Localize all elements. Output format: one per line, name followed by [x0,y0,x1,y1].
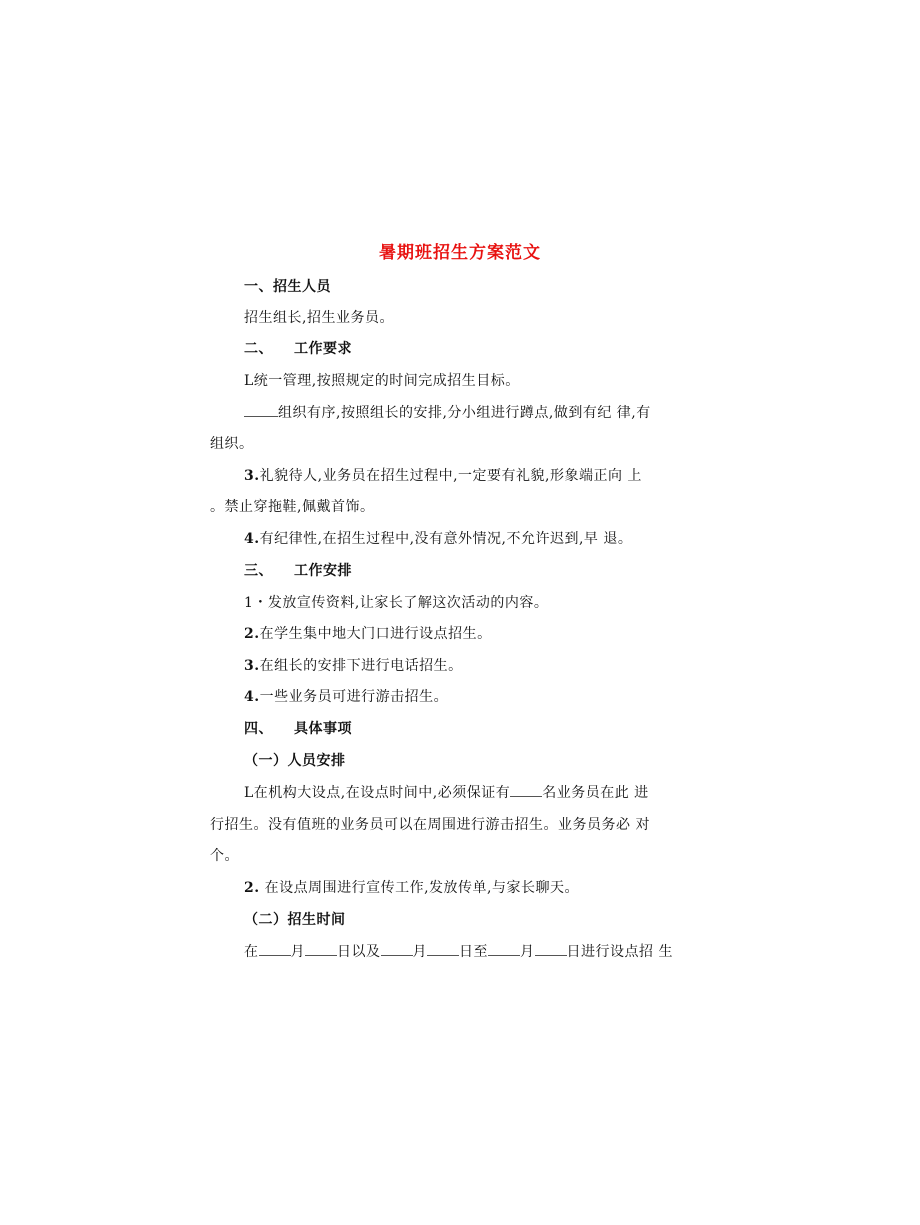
paragraph-text: 名业务员在此 进 [542,785,649,801]
fill-in-blank [305,943,337,956]
paragraph-text: 月 [290,944,305,960]
item-number: 3. [244,658,260,674]
paragraph-text: 在组长的安排下进行电话招生。 [259,658,463,674]
paragraph-text: 月 [412,944,427,960]
subheading: （二）招生时间 [244,912,346,928]
paragraph-text: 在设点周围进行宣传工作,发放传单,与家长聊天。 [264,880,579,896]
section-heading-1: 一、招生人员 [244,279,331,295]
paragraph-text: 礼貌待人,业务员在招生过程中,一定要有礼貌,形象端正向 上 [259,468,642,484]
item-number: 2. [244,880,260,896]
paragraph: 1・发放宣传资料,让家长了解这次活动的内容。 [244,595,549,611]
paragraph [244,656,463,676]
paragraph [244,466,642,486]
section-heading-2 [244,339,352,359]
section-heading-4 [244,719,352,739]
heading-text: 具体事项 [294,721,352,737]
heading-number: 二、 [244,341,273,357]
section-heading-3 [244,561,352,581]
heading-text: 工作要求 [294,341,352,357]
paragraph [244,624,492,644]
paragraph-continuation: 行招生。没有值班的业务员可以在周围进行游击招生。业务员务必 对 [210,817,650,833]
paragraph-text: 日至 [459,944,488,960]
subheading: （一）人员安排 [244,753,346,769]
paragraph: L统一管理,按照规定的时间完成招生目标。 [244,373,520,389]
paragraph-text: 日进行设点招 生 [566,944,673,960]
paragraph-dates [244,942,673,962]
paragraph [244,403,651,423]
item-number: 3. [244,468,260,484]
heading-number: 三、 [244,563,273,579]
fill-in-blank [244,404,278,417]
paragraph [244,687,448,707]
paragraph-text: 在学生集中地大门口进行设点招生。 [259,626,492,642]
fill-in-blank [535,943,567,956]
item-number: 4. [244,689,260,705]
paragraph: 招生组长,招生业务员。 [244,310,394,326]
paragraph-text: 在 [244,944,259,960]
fill-in-blank [488,943,520,956]
paragraph-continuation: 。禁止穿拖鞋,佩戴首饰。 [210,499,375,515]
paragraph [244,783,649,803]
fill-in-blank [427,943,459,956]
heading-text: 工作安排 [294,563,352,579]
fill-in-blank [381,943,413,956]
paragraph-text: 有纪律性,在招生过程中,没有意外情况,不允许迟到,早 退。 [259,531,633,547]
paragraph-text: 组织有序,按照组长的安排,分小组进行蹲点,做到有纪 律,有 [278,405,651,421]
paragraph-continuation: 组织。 [210,436,254,452]
paragraph-text: 一些业务员可进行游击招生。 [259,689,449,705]
fill-in-blank [510,784,542,797]
heading-number: 四、 [244,721,273,737]
paragraph [244,878,579,898]
fill-in-blank [259,943,291,956]
item-number: 2. [244,626,260,642]
paragraph-text: 月 [520,944,535,960]
paragraph-text: 日以及 [337,944,381,960]
paragraph [244,529,632,549]
paragraph-text: L在机构大设点,在设点时间中,必须保证有 [244,785,511,801]
paragraph-continuation: 个。 [210,848,239,864]
item-number: 4. [244,531,260,547]
document-title: 暑期班招生方案范文 [379,243,541,263]
